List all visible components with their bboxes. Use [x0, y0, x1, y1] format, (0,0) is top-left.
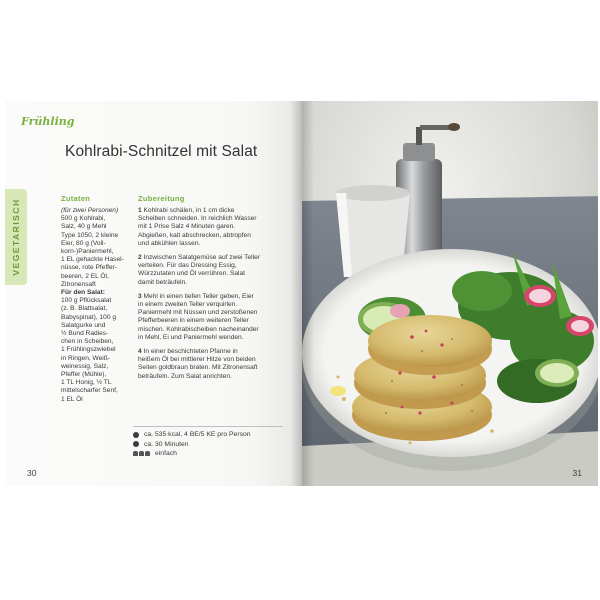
- ingredients-intro: (für zwei Personen): [61, 207, 119, 214]
- preparation-steps: [138, 207, 260, 387]
- step-number: 3: [138, 292, 142, 300]
- ingredient-line: 1 TL Honig, ½ TL: [61, 379, 112, 387]
- nutrition-row: [133, 430, 283, 440]
- step-text: Kohlrabi schälen, in 1 cm dicke Scheiben schneiden. In reichlich Wasser mit 1 Prise Salz 4 Minuten garen. Abgießen, kalt abschrecken, abtropfen und abkühlen lassen.: [138, 207, 257, 247]
- ingredient-line: in Ringen, Weiß-: [61, 354, 110, 362]
- preparation-heading: Zubereitung: [138, 194, 185, 203]
- step-1: [138, 207, 260, 248]
- chef-hat-icon: [133, 451, 151, 456]
- ingredients-heading: Zutaten: [61, 194, 91, 203]
- ingredients-list: [61, 207, 127, 404]
- nutrition-text: ca. 535 kcal, 4 BE/5 KE pro Person: [144, 431, 251, 439]
- step-2: [138, 254, 260, 287]
- ingredient-line: 1 EL gehackte Hasel-: [61, 256, 124, 264]
- difficulty-row: [133, 449, 283, 459]
- ingredient-line: Eier, 80 g (Voll-: [61, 239, 106, 247]
- step-text: Inzwischen Salatgemüse auf zwei Teller verteilen. Für das Dressing Essig, Würzzutaten und Öl verrühren. Salat damit beträufeln.: [138, 254, 260, 286]
- page-number-right: 31: [572, 468, 582, 478]
- category-tab-label: VEGETARISCH: [11, 198, 21, 276]
- recipe-title: Kohlrabi-Schnitzel mit Salat: [65, 143, 258, 160]
- ingredient-line: Salz, 40 g Mehl: [61, 223, 107, 231]
- chapter-label: Frühling: [21, 115, 75, 128]
- step-number: 2: [138, 254, 142, 262]
- recipe-info: [133, 426, 283, 459]
- ingredient-line: ½ Bund Radies-: [61, 330, 109, 338]
- difficulty-text: einfach: [155, 450, 177, 458]
- step-text: In einer beschichteten Pfanne in heißem Öl bei mittlerer Hitze von beiden Seiten goldbraun braten. Mit Zitronensaft beträufeln. Zum Salat anrichten.: [138, 348, 258, 380]
- ingredient-line: weinessig, Salz,: [61, 362, 109, 370]
- step-text: Mehl in einen tiefen Teller geben, Eier in einem zweiten Teller verquirlen. Paniermehl mit Nüssen und zerstoßenen Pfefferbeeren in einem weiteren Teller mischen. Kohlrabischeiben nacheinander in Mehl, Ei und Paniermehl wenden.: [138, 292, 259, 341]
- salad-heading: Für den Salat:: [61, 289, 105, 297]
- ingredient-line: Zitronensaft: [61, 280, 96, 288]
- ingredient-line: Salatgurke und: [61, 321, 106, 329]
- food-photo: [302, 101, 598, 486]
- clock-icon: [133, 441, 139, 447]
- time-row: [133, 440, 283, 450]
- ingredient-line: 500 g Kohlrabi,: [61, 215, 106, 223]
- step-number: 4: [138, 348, 142, 356]
- left-page: [5, 101, 302, 486]
- page-number-left: 30: [27, 468, 37, 478]
- ingredient-line: nüsse, rote Pfeffer-: [61, 264, 117, 272]
- ingredient-line: (z. B. Blattsalat,: [61, 305, 108, 313]
- ingredient-line: beeren, 2 EL Öl,: [61, 272, 109, 280]
- ingredient-line: korn-)Paniermehl,: [61, 248, 114, 256]
- ingredient-line: 100 g Pflücksalat: [61, 297, 112, 305]
- nutrition-icon: [133, 432, 139, 438]
- ingredient-line: chen in Scheiben,: [61, 338, 114, 346]
- category-tab: [5, 189, 27, 285]
- step-number: 1: [138, 207, 142, 214]
- cookbook-spread: [5, 101, 598, 486]
- ingredient-line: mittelscharfer Senf,: [61, 387, 118, 395]
- ingredient-line: Pfeffer (Mühle),: [61, 371, 107, 379]
- step-4: [138, 348, 260, 381]
- ingredient-line: 1 EL Öl: [61, 395, 83, 403]
- right-page: [302, 101, 598, 486]
- ingredient-line: 1 Frühlingszwiebel: [61, 346, 116, 354]
- step-3: [138, 293, 260, 342]
- time-text: ca. 30 Minuten: [144, 440, 189, 448]
- ingredient-line: Type 1050, 2 kleine: [61, 231, 119, 239]
- ingredient-line: Babyspinat), 100 g: [61, 313, 116, 321]
